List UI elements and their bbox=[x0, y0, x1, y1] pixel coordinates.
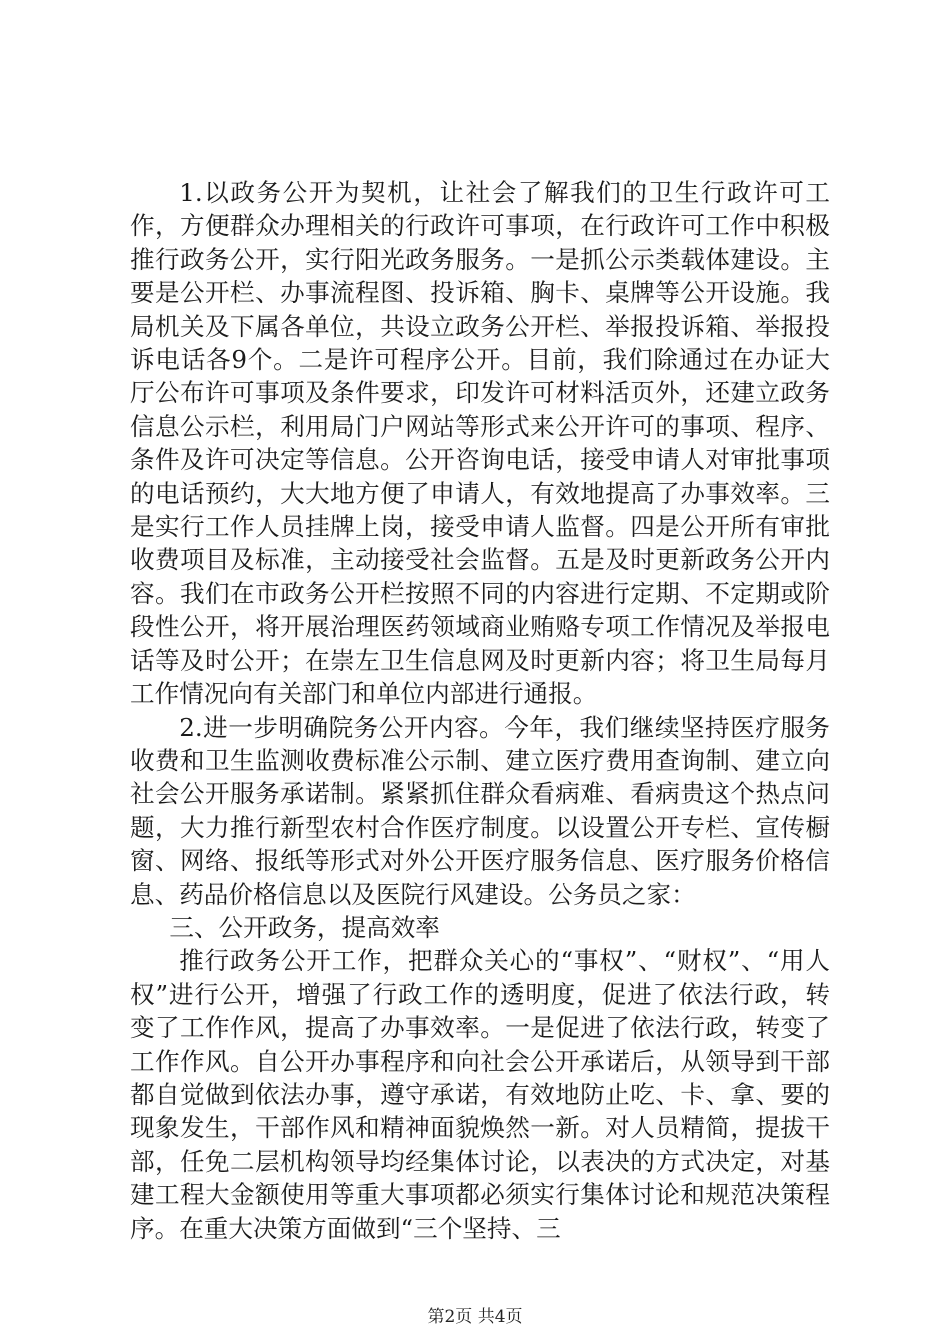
page-footer: 第2页 共4页 bbox=[427, 1307, 523, 1327]
paragraph-1: 1.以政务公开为契机，让社会了解我们的卫生行政许可工作，方便群众办理相关的行政许可事项，在行政许可工作中积极推行政务公开，实行阳光政务服务。一是抓公示类载体建设。主要是公开栏、办事流程图、投诉箱、胸卡、桌牌等公开设施。我局机关及下属各单位，共设立政务公开栏、举报投诉箱、举报投诉电话各9个。二是许可程序公开。目前，我们除通过在办证大厅公布许可事项及条件要求，印发许可材料活页外，还建立政务信息公示栏，利用局门户网站等形式来公开许可的事项、程序、条件及许可决定等信息。公开咨询电话，接受申请人对审批事项的电话预约，大大地方便了申请人，有效地提高了办事效率。三是实行工作人员挂牌上岗，接受申请人监督。四是公开所有审批收费项目及标准，主动接受社会监督。五是及时更新政务公开内容。我们在市政务公开栏按照不同的内容进行定期、不定期或阶段性公开，将开展治理医药领域商业贿赂专项工作情况及举报电话等及时公开；在崇左卫生信息网及时更新内容；将卫生局每月工作情况向有关部门和单位内部进行通报。 bbox=[130, 178, 830, 709]
section-heading: 三、公开政务，提高效率 bbox=[169, 912, 440, 942]
document-body bbox=[130, 176, 830, 1245]
paragraph-3: 推行政务公开工作，把群众关心的“事权”、“财权”、“用人权”进行公开，增强了行政工作的透明度，促进了依法行政，转变了工作作风，提高了办事效率。一是促进了依法行政，转变了工作作风。自公开办事程序和向社会公开承诺后，从领导到干部都自觉做到依法办事，遵守承诺，有效地防止吃、卡、拿、要的现象发生，干部作风和精神面貌焕然一新。对人员精简，提拔干部，任免二层机构领导均经集体讨论，以表决的方式决定，对基建工程大金额使用等重大事项都必须实行集体讨论和规范决策程序。在重大决策方面做到“三个坚持、三 bbox=[130, 946, 830, 1243]
paragraph-2: 2.进一步明确院务公开内容。今年，我们继续坚持医疗服务收费和卫生监测收费标准公示制、建立医疗费用查询制、建立向社会公开服务承诺制。紧紧抓住群众看病难、看病贵这个热点问题，大力推行新型农村合作医疗制度。以设置公开专栏、宣传橱窗、网络、报纸等形式对外公开医疗服务信息、医疗服务价格信息、药品价格信息以及医院行风建设。公务员之家： bbox=[130, 712, 830, 909]
